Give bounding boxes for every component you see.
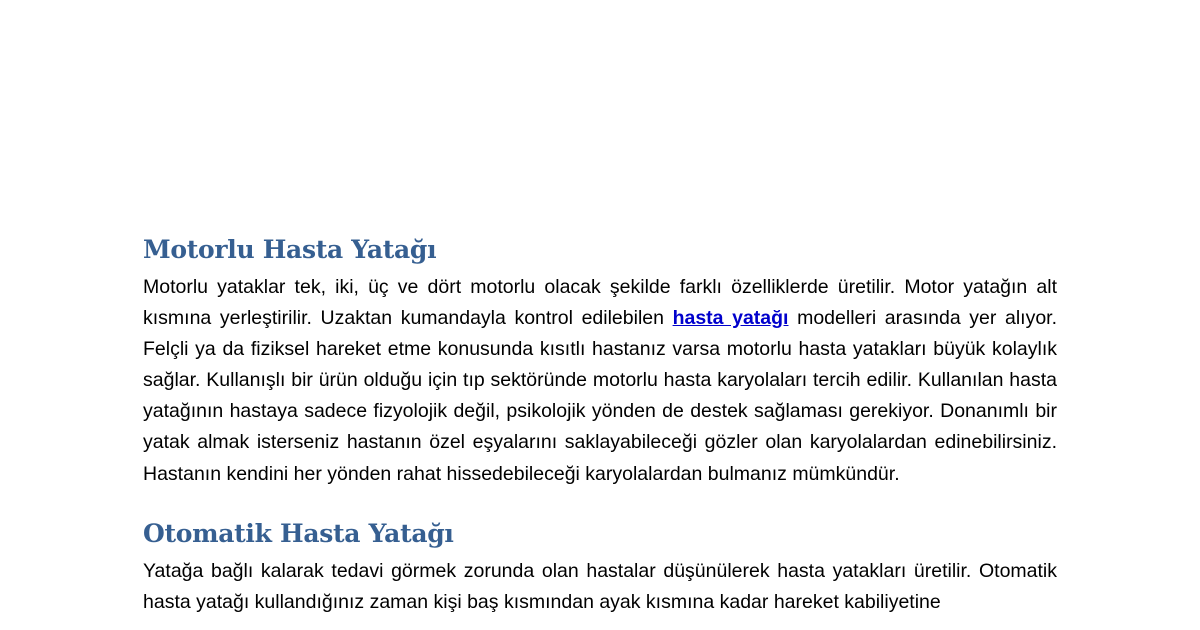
paragraph-text-after-link: modelleri arasında yer alıyor. Felçli ya da fiziksel hareket etme konusunda kısıtlı hastanız varsa motorlu hasta yatakları büyük kolaylık sağlar. Kullanışlı bir ürün olduğu için tıp sektöründe motorlu hasta karyolaları tercih edilir. Kullanılan hasta yatağının hastaya sadece fizyolojik değil, psikolojik yönden de destek sağlaması gerekiyor. Donanımlı bir yatak almak isterseniz hastanın özel eşyalarını saklayabileceği gözler olan karyolalardan edinebilirsiniz. Hastanın kendini her yönden rahat hissedebileceği karyolalardan bulmanız mümkündür. (143, 307, 1057, 485)
hasta-yatagi-link[interactable]: hasta yatağı (672, 307, 789, 330)
document-body (143, 228, 1057, 618)
section-paragraph-otomatik: Yatağa bağlı kalarak tedavi görmek zorunda olan hastalar düşünülerek hasta yatakları üretilir. Otomatik hasta yatağı kullandığınız zaman kişi baş kısmından ayak kısmına kadar hareket kabiliyetine (143, 559, 1057, 613)
section-heading-motorlu: Motorlu Hasta Yatağı (143, 235, 437, 264)
section-spacer (143, 490, 1057, 512)
paragraph-text-before-link: Motorlu yataklar tek, iki, üç ve dört motorlu olacak şekilde farklı özelliklerde üretilir. Motor yatağın alt kısmına yerleştirilir. Uzaktan kumandayla kontrol edilebilen (143, 276, 1057, 330)
section-heading-otomatik: Otomatik Hasta Yatağı (143, 518, 454, 548)
section-paragraph-motorlu (143, 272, 1057, 490)
